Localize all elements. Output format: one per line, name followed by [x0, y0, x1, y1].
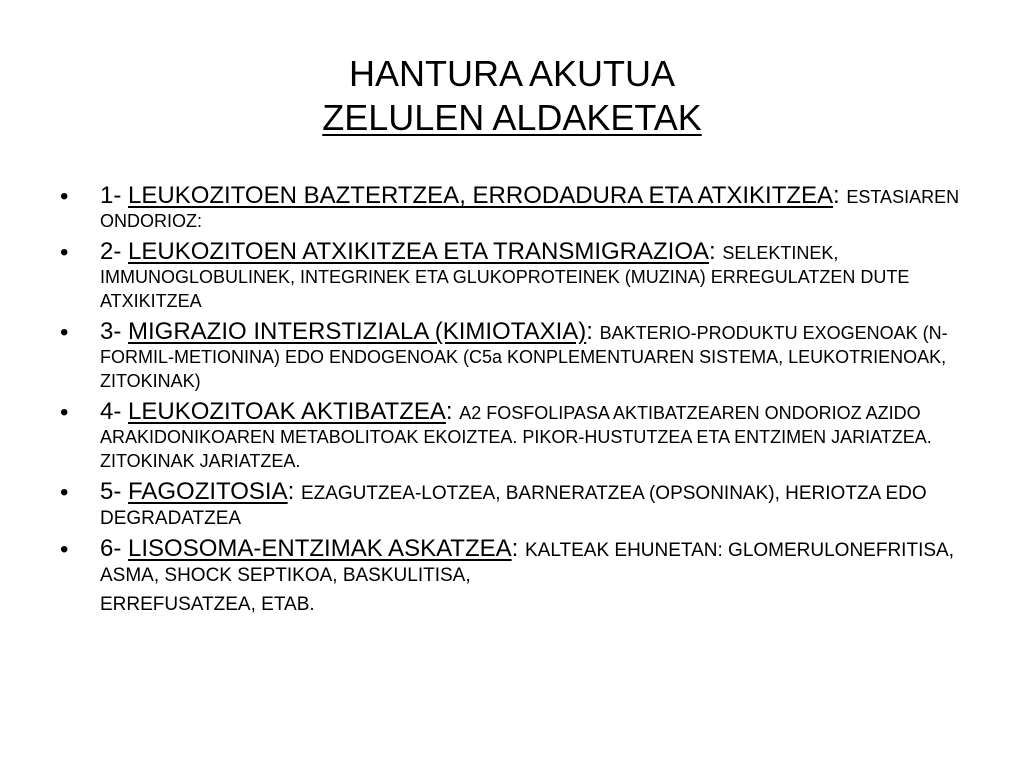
bullet-number: 3-: [100, 318, 129, 345]
bullet-detail: EZAGUTZEA-LOTZEA, BARNERATZEA (OPSONINAK), HERIOTZA EDO DEGRADATZEA: [100, 483, 927, 529]
bullet-icon: •: [60, 319, 69, 346]
list-item: [60, 535, 960, 622]
bullet-detail: KALTEAK EHUNETAN: GLOMERULONEFRITISA, ASMA, SHOCK SEPTIKOA, BASKULITISA,: [100, 540, 954, 586]
bullet-number: 2-: [100, 238, 129, 265]
bullet-heading: MIGRAZIO INTERSTIZIALA (KIMIOTAXIA): [128, 318, 587, 345]
list-item: [60, 398, 960, 474]
bullet-icon: •: [60, 479, 69, 506]
bullet-heading: FAGOZITOSIA: [128, 478, 288, 505]
bullet-heading: LEUKOZITOAK AKTIBATZEA: [128, 398, 446, 425]
bullet-separator: :: [445, 398, 460, 425]
bullet-number: 6-: [100, 535, 129, 562]
bullet-heading: LEUKOZITOEN ATXIKITZEA ETA TRANSMIGRAZIOA: [128, 238, 710, 265]
bullet-icon: •: [60, 399, 69, 426]
slide-title: [0, 52, 1024, 140]
bullet-detail: BAKTERIO-PRODUKTU EXOGENOAK (N-FORMIL-METIONINA) EDO ENDOGENOAK (C5a KONPLEMENTUAREN SISTEMA, LEUKOTRIENOAK, ZITOKINAK): [100, 323, 948, 391]
bullet-detail: A2 FOSFOLIPASA AKTIBATZEAREN ONDORIOZ AZIDO ARAKIDONIKOAREN METABOLITOAK EKOIZTEA. PIKOR-HUSTUTZEA ETA ENTZIMEN JARIATZEA. ZITOKINAK JARIATZEA.: [100, 403, 932, 471]
bullet-icon: •: [60, 536, 69, 563]
bullet-number: 1-: [100, 182, 129, 209]
bullet-number: 5-: [100, 478, 129, 505]
title-line-2: ZELULEN ALDAKETAK: [322, 97, 702, 138]
bullet-detail: SELEKTINEK, IMMUNOGLOBULINEK, INTEGRINEK ETA GLUKOPROTEINEK (MUZINA) ERREGULATZEN DUTE ATXIKITZEA: [100, 243, 910, 311]
bullet-heading: LEUKOZITOEN BAZTERTZEA, ERRODADURA ETA ATXIKITZEA: [128, 182, 834, 209]
bullet-icon: •: [60, 183, 69, 210]
list-item: [60, 182, 960, 234]
bullet-list: [60, 182, 960, 626]
list-item: [60, 318, 960, 394]
bullet-heading: LISOSOMA-ENTZIMAK ASKATZEA: [128, 535, 512, 562]
bullet-separator: :: [833, 182, 847, 209]
list-item: [60, 478, 960, 531]
bullet-number: 4-: [100, 398, 129, 425]
bullet-detail: ESTASIAREN ONDORIOZ:: [100, 187, 960, 231]
list-item: [60, 238, 960, 314]
bullet-separator: :: [709, 238, 723, 265]
title-line-1: HANTURA AKUTUA: [348, 53, 676, 94]
bullet-separator: :: [586, 318, 600, 345]
bullet-detail-last-line: ERREFUSATZEA, ETAB.: [100, 594, 315, 615]
bullet-separator: :: [511, 535, 525, 562]
bullet-icon: •: [60, 239, 69, 266]
bullet-separator: :: [287, 478, 301, 505]
